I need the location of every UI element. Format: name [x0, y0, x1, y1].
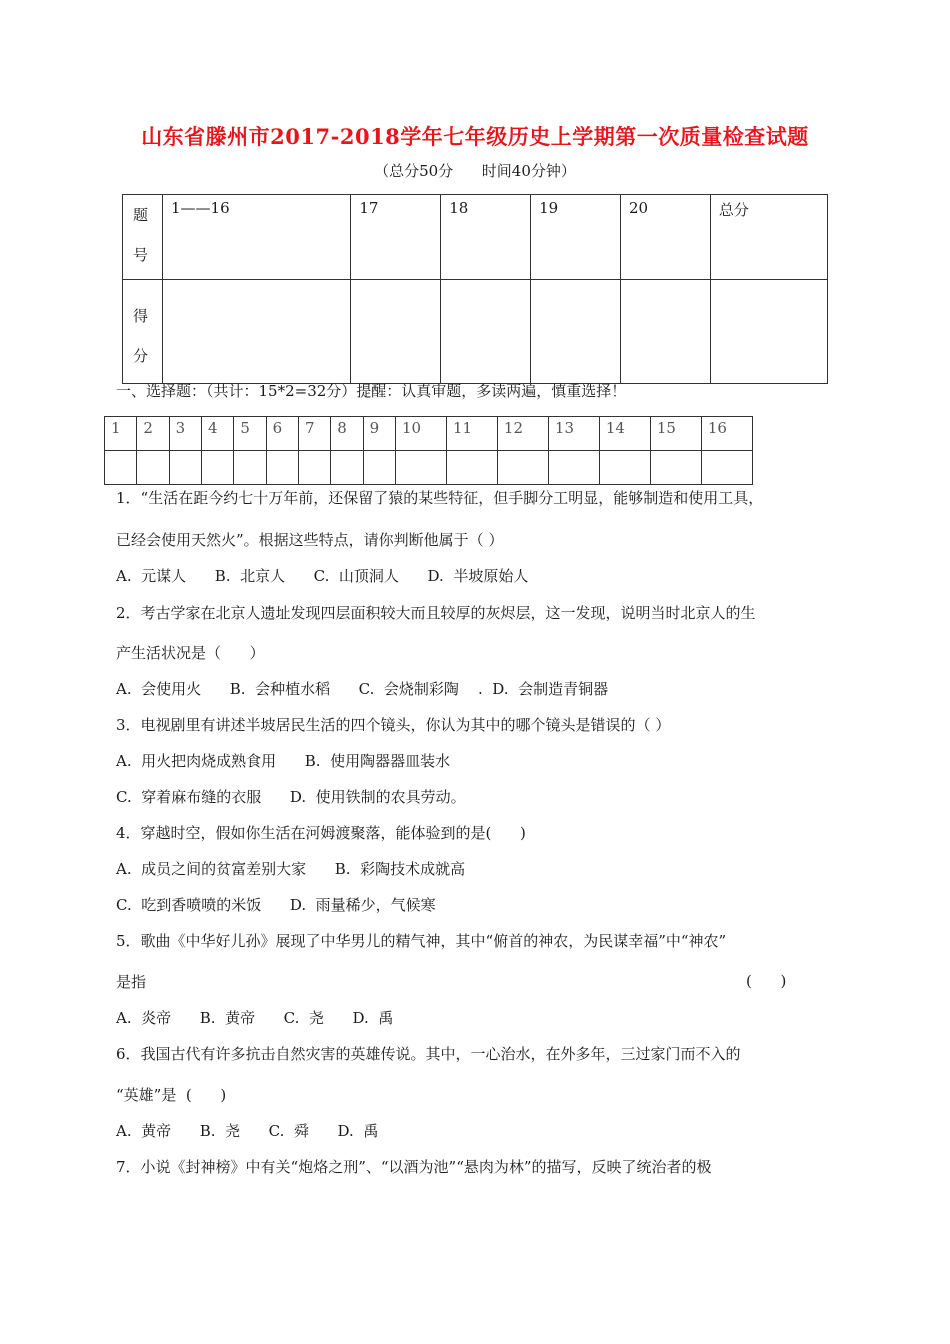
answer-cell[interactable]	[650, 451, 701, 485]
answer-number: 13	[548, 417, 599, 451]
answer-cell[interactable]	[234, 451, 266, 485]
score-cell[interactable]	[531, 280, 621, 384]
question-3-options-1: A. 用火把肉烧成熟食用 B. 使用陶器器皿装水	[116, 752, 451, 770]
answer-cell[interactable]	[266, 451, 298, 485]
answer-cell[interactable]	[497, 451, 548, 485]
page-title: 山东省滕州市2017-2018学年七年级历史上学期第一次质量检查试题	[141, 124, 809, 149]
answer-blank-row	[105, 451, 753, 485]
answer-cell[interactable]	[298, 451, 330, 485]
answer-number: 3	[169, 417, 201, 451]
question-5-stem-cont: 是指	[116, 973, 147, 991]
answer-number: 7	[298, 417, 330, 451]
answer-cell[interactable]	[548, 451, 599, 485]
answer-number: 11	[446, 417, 497, 451]
question-3-options-2: C. 穿着麻布缝的衣服 D. 使用铁制的农具劳动。	[116, 788, 466, 806]
question-7-stem: 7．小说《封神榜》中有关“炮烙之刑”、“以酒为池”“悬肉为林”的描写，反映了统治者的极	[116, 1158, 712, 1176]
answer-cell[interactable]	[169, 451, 201, 485]
question-1-options: A. 元谋人 B. 北京人 C. 山顶洞人 D. 半坡原始人	[116, 567, 529, 585]
question-6-stem: 6．我国古代有许多抗击自然灾害的英雄传说。其中，一心治水，在外多年，三过家门而不入的	[116, 1045, 741, 1063]
question-2-options: A. 会使用火 B. 会种植水稻 C. 会烧制彩陶 . D. 会制造青铜器	[116, 680, 609, 698]
answer-number: 16	[701, 417, 752, 451]
question-5-answer-paren: ( )	[746, 972, 787, 990]
answer-number: 2	[137, 417, 169, 451]
answer-cell[interactable]	[137, 451, 169, 485]
exam-info: （总分50分 时间40分钟）	[374, 162, 576, 180]
question-4-options-1: A. 成员之间的贫富差别大家 B. 彩陶技术成就高	[116, 860, 466, 878]
question-2-stem-cont: 产生活状况是（ ）	[116, 644, 265, 662]
col-19: 19	[531, 195, 621, 280]
score-cell[interactable]	[710, 280, 827, 384]
score-table	[122, 194, 828, 384]
answer-cell[interactable]	[105, 451, 137, 485]
score-cell[interactable]	[441, 280, 531, 384]
answer-table	[104, 416, 753, 485]
score-cell[interactable]	[351, 280, 441, 384]
col-1-16: 1——16	[163, 195, 351, 280]
answer-number: 8	[331, 417, 363, 451]
answer-cell[interactable]	[363, 451, 395, 485]
answer-number-row	[105, 417, 753, 451]
answer-number: 15	[650, 417, 701, 451]
answer-number: 1	[105, 417, 137, 451]
answer-cell[interactable]	[331, 451, 363, 485]
answer-number: 5	[234, 417, 266, 451]
score-table-header-row	[123, 195, 828, 280]
question-6-stem-cont: “英雄”是 ( )	[116, 1086, 227, 1104]
question-1-stem-cont: 已经会使用天然火”。根据这些特点，请你判断他属于（ ）	[116, 531, 504, 549]
score-cell[interactable]	[620, 280, 710, 384]
row-head-score: 得 分	[123, 280, 163, 384]
question-3-stem: 3．电视剧里有讲述半坡居民生活的四个镜头，你认为其中的哪个镜头是错误的（ ）	[116, 716, 671, 734]
question-5-stem: 5．歌曲《中华好儿孙》展现了中华男儿的精气神，其中“俯首的神农，为民谋幸福”中“神农”	[116, 932, 727, 950]
col-18: 18	[441, 195, 531, 280]
question-2-stem: 2．考古学家在北京人遗址发现四层面积较大而且较厚的灰烬层，这一发现，说明当时北京人的生	[116, 604, 756, 622]
answer-number: 6	[266, 417, 298, 451]
answer-number: 4	[201, 417, 233, 451]
answer-cell[interactable]	[701, 451, 752, 485]
answer-cell[interactable]	[599, 451, 650, 485]
score-table-score-row	[123, 280, 828, 384]
question-6-options: A. 黄帝 B. 尧 C. 舜 D. 禹	[116, 1122, 379, 1140]
answer-cell[interactable]	[395, 451, 446, 485]
row-head-question-number: 题 号	[123, 195, 163, 280]
score-cell[interactable]	[163, 280, 351, 384]
answer-number: 14	[599, 417, 650, 451]
section-heading: 一、选择题：（共计：15*2=32分）提醒：认真审题，多读两遍，慎重选择！	[116, 382, 627, 400]
col-20: 20	[620, 195, 710, 280]
answer-number: 12	[497, 417, 548, 451]
question-4-options-2: C. 吃到香喷喷的米饭 D. 雨量稀少，气候寒	[116, 896, 436, 914]
col-total: 总分	[710, 195, 827, 280]
answer-number: 10	[395, 417, 446, 451]
answer-number: 9	[363, 417, 395, 451]
answer-cell[interactable]	[201, 451, 233, 485]
question-5-options: A. 炎帝 B. 黄帝 C. 尧 D. 禹	[116, 1009, 394, 1027]
question-1-stem: 1．“生活在距今约七十万年前，还保留了猿的某些特征，但手脚分工明显，能够制造和使用工具，	[116, 489, 764, 507]
question-4-stem: 4．穿越时空，假如你生活在河姆渡聚落，能体验到的是( )	[116, 824, 526, 842]
col-17: 17	[351, 195, 441, 280]
answer-cell[interactable]	[446, 451, 497, 485]
